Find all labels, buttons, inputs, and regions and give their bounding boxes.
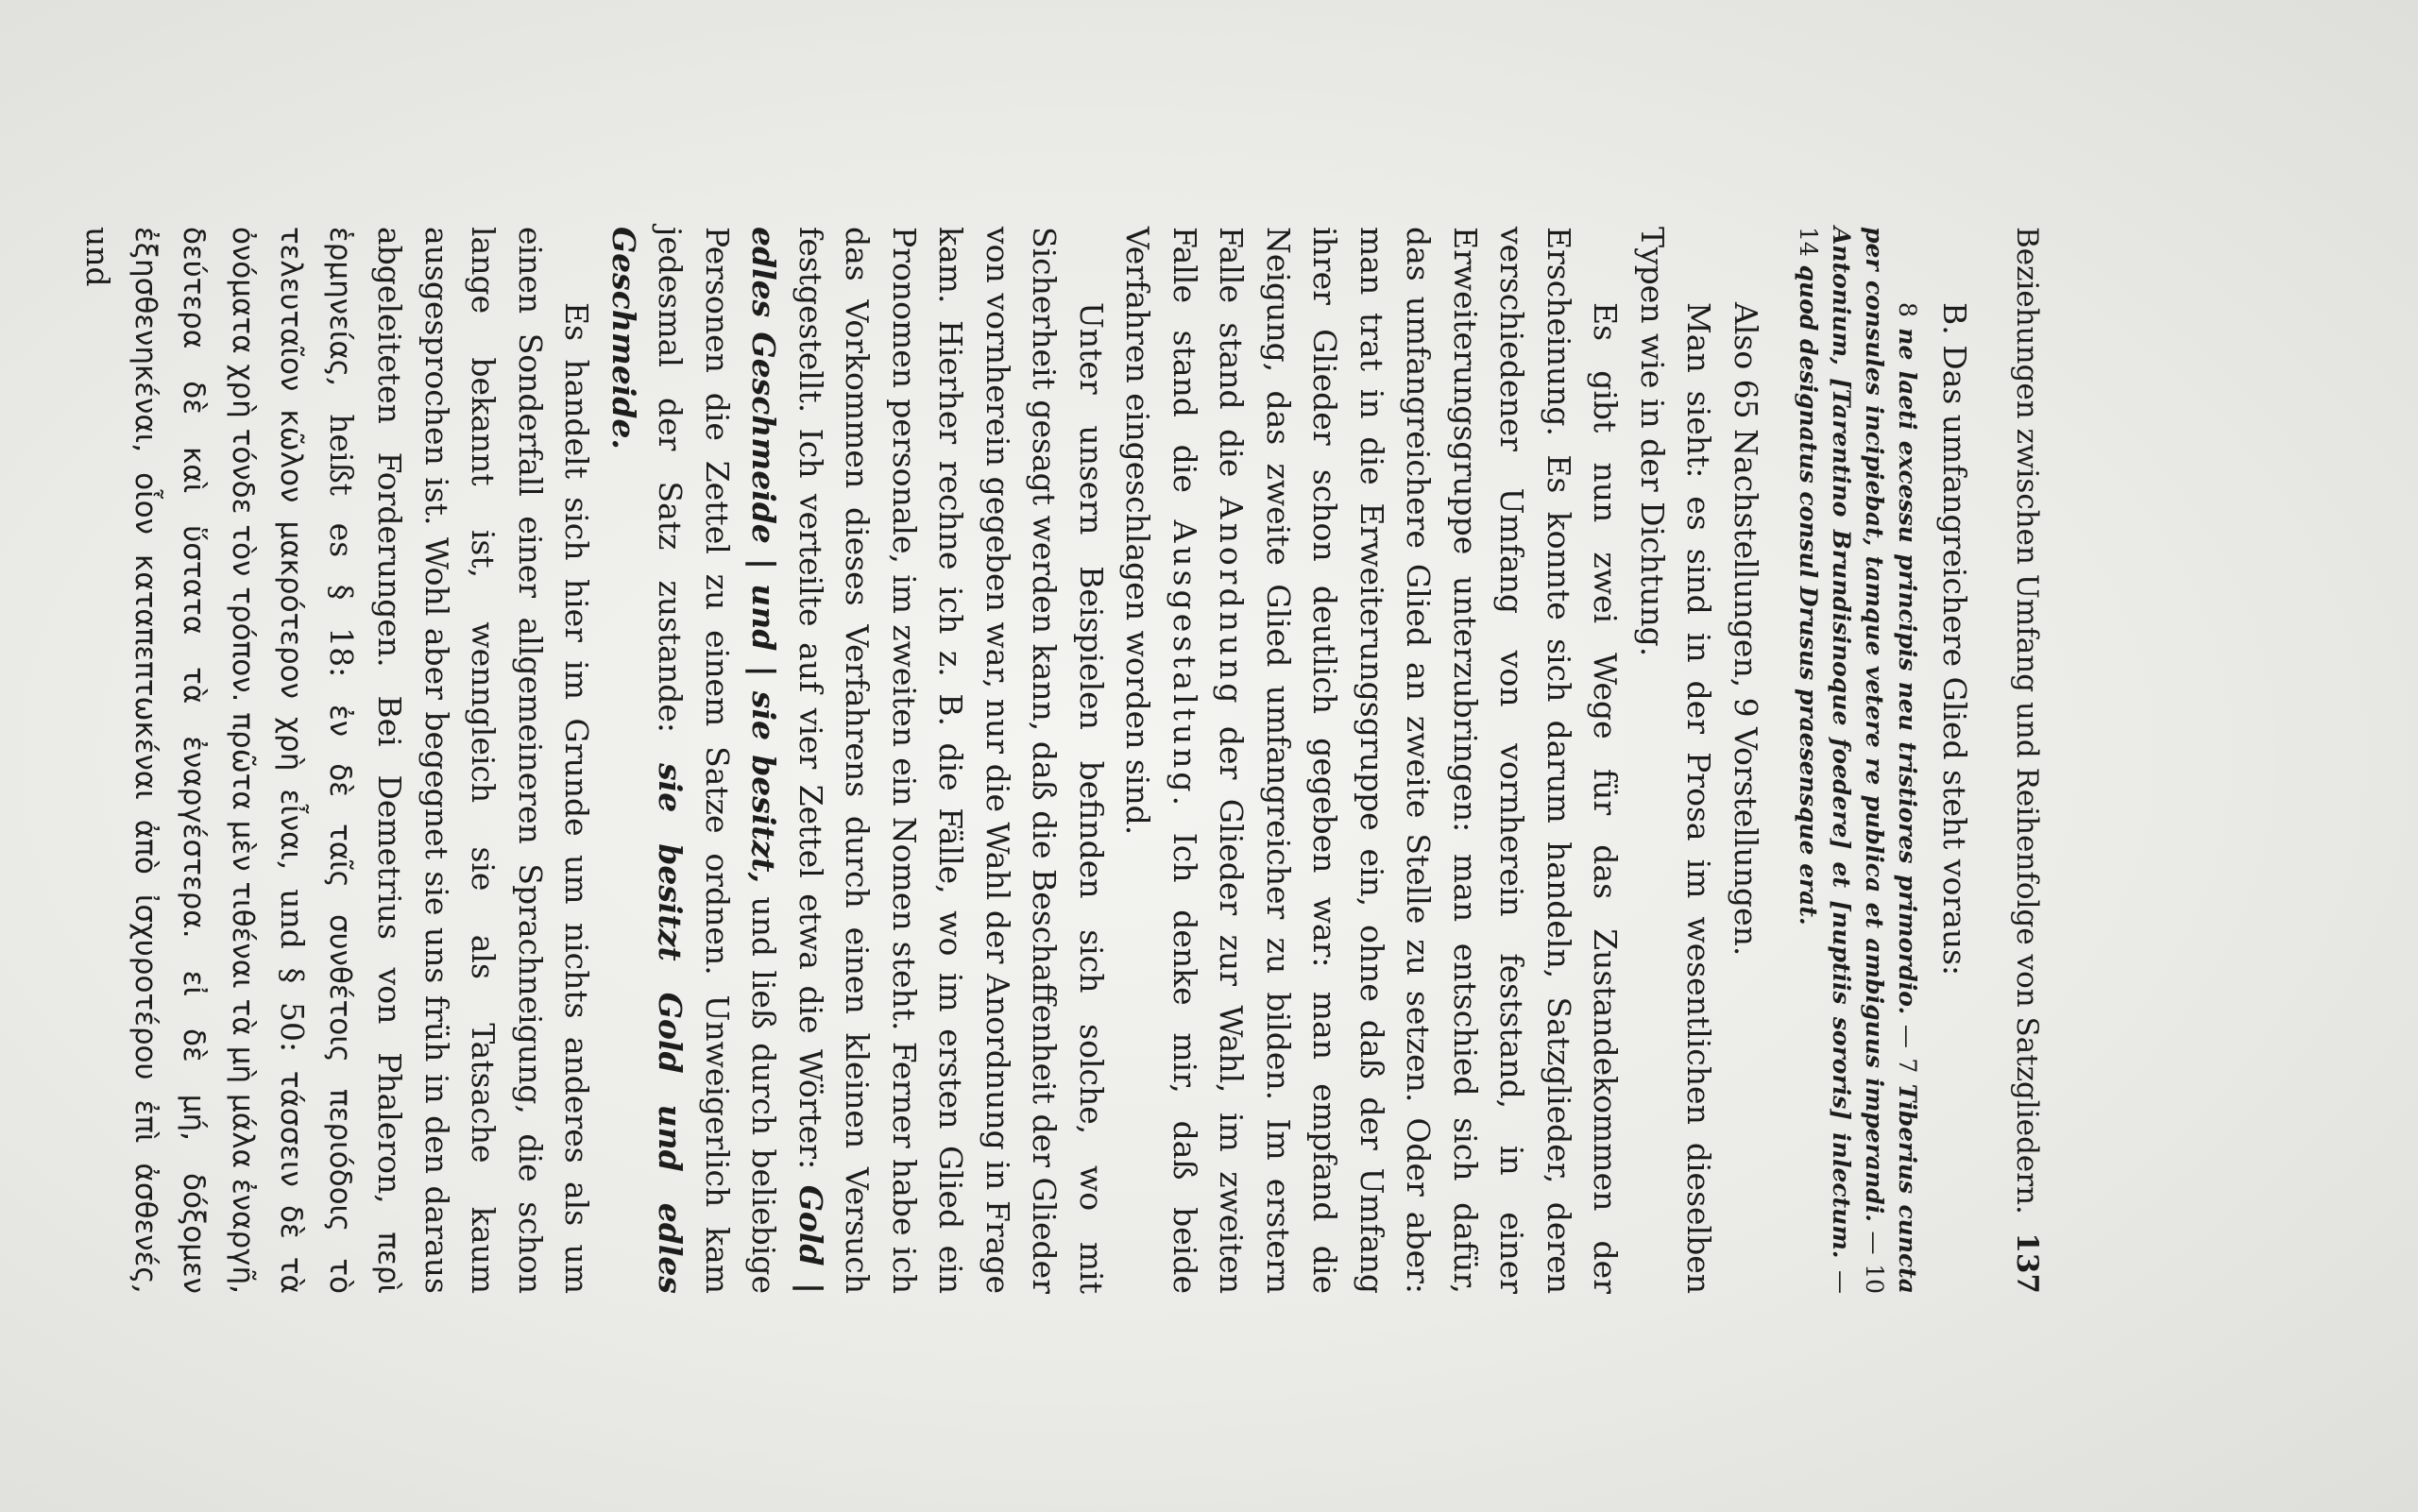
example-text: ne laeti excessu principis neu tristiores primordio. [1894, 328, 1921, 1015]
greek-quote: τάσσειν δὲ τὰ ὀνόματα χρὴ τόνδε τὸν τρόπον. πρῶτα μὲν τιθέναι τὰ μὴ μάλα ἐναργῆ, δεύτερα δὲ καὶ ὕστατα τὰ ἐναργέστερα. εἰ δὲ μή, δόξομεν ἐξησθενηκέναι, οἷον καταπεπτωκέναι ἀπὸ ἰσχυροτέρου ἐπὶ ἀσθενές [128, 227, 309, 1294]
separator: — [1828, 1258, 1855, 1295]
separator: — [1894, 1014, 1921, 1059]
paragraph-two-ways [1115, 227, 1629, 1294]
spaced-term: Ausgestaltung [1166, 519, 1203, 796]
example-number: 7 [1894, 1058, 1921, 1074]
section-heading [1932, 227, 1979, 1294]
example-number: 8 [1894, 302, 1921, 317]
book-page [79, 161, 2220, 1351]
greek-quote: ἐν δὲ ταῖς συνθέτοις περιόδοις τὸ τελευταῖον κῶλον μακρότερον χρὴ εἶναι [274, 227, 357, 1294]
text-run: Unter unsern Beispielen befinden sich solche, wo mit Sicherheit gesagt werden kann, daß die Beschaffenheit der Glieder von vornherein gegeben war, nur die Wahl der Anordnung in Frage kam. Hierher rechne ich z. B. die Fälle, wo im ersten Glied ein Pronomen personale, im zweiten ein Nomen steht. Ferner habe ich das Vorkommen dieses Verfahrens durch einen kleinen Versuch festgestellt. Ich verteilte auf vier Zettel etwa die Wörter: [792, 227, 1110, 1294]
text-run: Es handelt sich hier im Grunde um nichts anderes als um einen Sonderfall einer allgemeineren Sprachneigung, die schon lange bekannt ist, wenngleich sie als Tatsache kaum ausgesprochen ist. Wohl aber begegnet sie uns früh in den daraus abgeleiteten Forderungen. Bei Demetrius von Phaleron, [371, 227, 596, 1294]
paragraph-summary: Man sieht: es sind in der Prosa im wesentlichen dieselben Typen wie in der Dichtung. [1634, 227, 1718, 1294]
page-number: 137 [2010, 1232, 2044, 1294]
paragraph-count: Also 65 Nachstellungen, 9 Vorstellungen. [1728, 302, 1764, 957]
example-text: Antonium, [Tarentino Brundisinoque foedere] et [nuptiis sororis] inlectum. [1828, 227, 1855, 1259]
example-number: 10 [1861, 1264, 1888, 1294]
text-run: , und [79, 227, 165, 1294]
example-text: Tiberius cuncta per consules incipiebat, tamque vetere re publica et ambiguus imperandi. [1861, 227, 1921, 1294]
text-run: , und § 50: [274, 860, 312, 1071]
running-title: Beziehungen zwischen Umfang und Reihenfolge von Satzgliedern. [2010, 227, 2044, 1215]
section-heading-text: B. Das umfangreichere Glied steht voraus: [1936, 302, 1974, 977]
latin-examples [1792, 227, 1924, 1294]
text-run: und ließ durch beliebige Personen die Zettel zu einem Satze ordnen. Unweigerlich kam jedesmal der Satz zustande: [652, 227, 783, 1294]
example-result: sie besitzt Gold und edles Geschmeide. [605, 227, 690, 1294]
example-words: Gold | edles Geschmeide | und | sie besitzt, [745, 227, 829, 1294]
running-header [2003, 227, 2051, 1294]
text-run: Es gibt nun zwei Wege für das Zustandekommen der Erscheinung. Es konnte sich darum handeln, Satzglieder, deren verschiedener Umfang von vornherein feststand, in einer Erweiterungsgruppe unterzubringen: man entschied sich dafür, das umfangreichere Glied an zweite Stelle zu setzen. Oder aber: man trat in die Erweiterungsgruppe ein, ohne daß der Umfang ihrer Glieder schon deutlich gegeben war: man empfand die Neigung, das zweite Glied umfangreicher zu bilden. Im erstern Falle stand die [1213, 227, 1625, 1294]
paragraph-demetrius [75, 227, 601, 1294]
spaced-term: Anordnung [1213, 496, 1251, 707]
example-text: quod designatus consul Drusus praesensque erat. [1795, 264, 1822, 926]
example-number: 14 [1795, 227, 1822, 257]
text-run: . Ich denke mir, daß beide Verfahren eingeschlagen worden sind. [1119, 227, 1203, 1294]
text-run: , heißt es § 18: [323, 377, 360, 705]
paragraph-examples [601, 227, 1115, 1294]
separator: — [1861, 1221, 1888, 1265]
text-run: der Glieder zur Wahl, im zweiten Falle stand die [1166, 227, 1251, 1294]
greek-quote: περὶ ἑρμηνείας [323, 227, 406, 1294]
